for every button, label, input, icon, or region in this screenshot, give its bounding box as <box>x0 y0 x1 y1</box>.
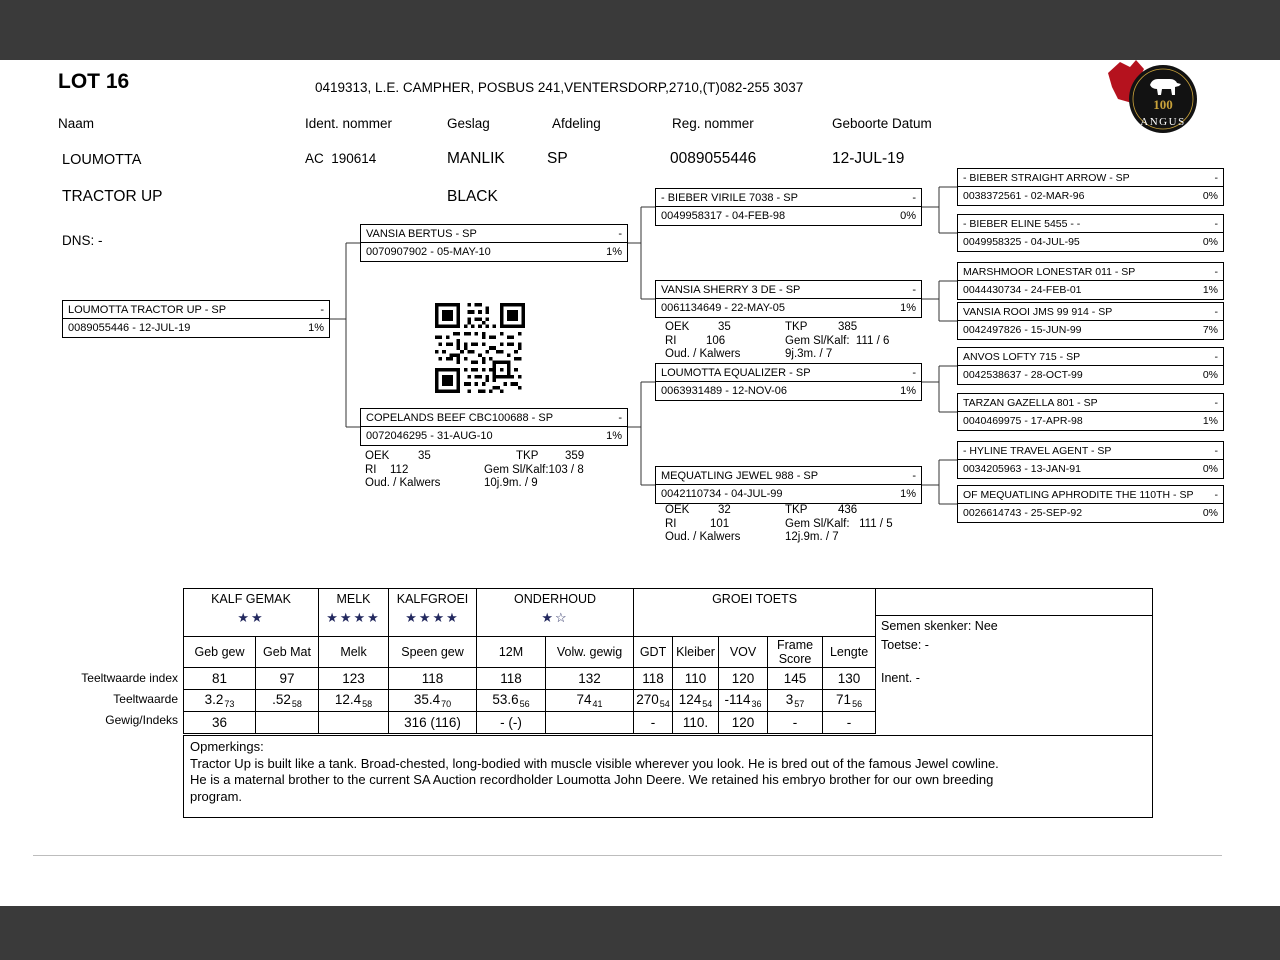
logo-100-text: 100 <box>1153 97 1173 112</box>
animal-reg: 0070907902 - 05-MAY-10 <box>366 246 491 258</box>
stat-label-oud: Oud. / Kalwers <box>665 348 741 360</box>
teeltwaarde-index-row <box>184 668 876 690</box>
accuracy: 57 <box>794 699 805 710</box>
inbreeding-pct: 1% <box>900 488 916 500</box>
ebv-cell: $35.4_{70}$ <box>389 690 477 712</box>
col-header: 12M <box>477 637 546 668</box>
group-groei-toets: GROEI TOETS <box>634 589 876 637</box>
ebv-cell: 110. <box>673 712 719 734</box>
animal-reg: 0034205963 - 13-JAN-91 <box>963 463 1081 475</box>
side-panel-divider <box>875 615 1152 616</box>
ebv-cell: 120 <box>719 712 768 734</box>
value-afdeling: SP <box>547 150 568 167</box>
value-naam-1: LOUMOTTA <box>62 152 142 168</box>
group-kalfgroei: KALFGROEI ★★★★ <box>389 589 477 637</box>
stat-label-oek: OEK <box>665 321 690 333</box>
stat-label-ri: RI <box>665 334 677 347</box>
flag: - <box>912 191 916 204</box>
stat-label-oek: OEK <box>365 450 390 462</box>
animal-name: LOUMOTTA EQUALIZER - SP <box>661 366 811 379</box>
ebv-cell: 97 <box>256 668 319 690</box>
flag: - <box>912 283 916 296</box>
label-naam: Naam <box>58 116 95 131</box>
value-ident-nommer: AC 190614 <box>305 151 377 166</box>
inbreeding-pct: 0% <box>1202 463 1218 475</box>
animal-reg: 0063931489 - 12-NOV-06 <box>661 385 787 397</box>
ebv-cell: 120 <box>719 668 768 690</box>
label-afdeling: Afdeling <box>552 116 601 131</box>
logo-angus-text: ANGUS <box>1140 116 1186 128</box>
inbreeding-pct: 0% <box>1202 236 1218 248</box>
ebv-cell: $74_{41}$ <box>546 690 634 712</box>
label-reg-nommer: Reg. nommer <box>672 116 754 131</box>
pedigree-box-dam <box>360 408 628 446</box>
accuracy: 70 <box>441 699 452 710</box>
group-kalf-gemak: KALF GEMAK ★★ <box>184 589 319 637</box>
animal-name: ANVOS LOFTY 715 - SP <box>963 350 1081 363</box>
label-geslag: Geslag <box>447 116 490 131</box>
value-geboorte-datum: 12-JUL-19 <box>832 150 905 167</box>
ebv-cell: - <box>634 712 673 734</box>
flag: - <box>1214 350 1218 363</box>
angus-logo <box>1106 57 1198 144</box>
pedigree-box-ggp-7 <box>957 441 1224 479</box>
animal-reg: 0089055446 - 12-JUL-19 <box>68 322 191 334</box>
col-header: Volw. gewig <box>546 637 634 668</box>
ebv-cell: 130 <box>823 668 876 690</box>
ebv-cell: 110 <box>673 668 719 690</box>
stat-label-oud: Oud. / Kalwers <box>365 477 441 489</box>
animal-name: VANSIA BERTUS - SP <box>366 227 477 240</box>
teeltwaarde-row <box>184 690 876 712</box>
inbreeding-pct: 1% <box>606 246 622 258</box>
col-header: Kleiber <box>673 637 719 668</box>
stat-value-ri: 101 <box>710 517 730 530</box>
col-header: VOV <box>719 637 768 668</box>
ebv-cell: - <box>768 712 823 734</box>
animal-name: LOUMOTTA TRACTOR UP - SP <box>68 303 227 316</box>
inbreeding-pct: 0% <box>900 210 916 222</box>
flag: - <box>1214 265 1218 278</box>
ebv-cell: $3.2_{73}$ <box>184 690 256 712</box>
inbreeding-pct: 1% <box>1202 415 1218 427</box>
animal-name: - HYLINE TRAVEL AGENT - SP <box>963 444 1112 457</box>
pedigree-box-ggp-6 <box>957 393 1224 431</box>
pedigree-box-ggp-2 <box>957 214 1224 252</box>
stat-value-tkp: 359 <box>565 450 585 462</box>
stat-value-oek: 35 <box>718 321 731 333</box>
ebv-cell: $270_{54}$ <box>634 690 673 712</box>
animal-reg: 0026614743 - 25-SEP-92 <box>963 507 1083 519</box>
animal-reg: 0049958317 - 04-FEB-98 <box>661 210 786 222</box>
animal-reg: 0040469975 - 17-APR-98 <box>963 415 1083 427</box>
ebv-cell: $-114_{36}$ <box>719 690 768 712</box>
star-rating: ★☆ <box>541 610 569 625</box>
inbreeding-pct: 0% <box>1202 190 1218 202</box>
flag: - <box>1214 488 1218 501</box>
flag: - <box>1214 305 1218 318</box>
ebv-cell: - <box>823 712 876 734</box>
ebv-cell: 118 <box>634 668 673 690</box>
pedigree-box-sire <box>360 224 628 262</box>
accuracy: 58 <box>362 699 373 710</box>
accuracy: 54 <box>702 699 713 710</box>
value-naam-2: TRACTOR UP <box>62 188 163 205</box>
accuracy: 56 <box>519 699 530 710</box>
ebv-cell: - (-) <box>477 712 546 734</box>
col-header: Geb Mat <box>256 637 319 668</box>
animal-name: - BIEBER ELINE 5455 - - <box>963 217 1081 230</box>
animal-reg: 0042497826 - 15-JUN-99 <box>963 324 1082 336</box>
stat-value-tkp: 436 <box>838 504 858 516</box>
flag: - <box>912 366 916 379</box>
lot-number: LOT 16 <box>58 70 130 93</box>
col-header: Lengte <box>823 637 876 668</box>
trait-group-row <box>184 589 876 637</box>
pedigree-box-ggp-4 <box>957 302 1224 340</box>
inbreeding-pct: 7% <box>1202 324 1218 336</box>
remarks-box <box>183 735 1153 818</box>
ebv-cell: 118 <box>477 668 546 690</box>
group-onderhoud: ONDERHOUD ★☆ <box>477 589 634 637</box>
animal-name: TARZAN GAZELLA 801 - SP <box>963 396 1098 409</box>
pedigree-box-dam-sire <box>655 363 922 401</box>
ebv-cell: 145 <box>768 668 823 690</box>
breeder-info: 0419313, L.E. CAMPHER, POSBUS 241,VENTERSDORP,2710,(T)082-255 3037 <box>315 80 804 95</box>
ebv-cell: $124_{54}$ <box>673 690 719 712</box>
pedigree-box-ggp-3 <box>957 262 1224 300</box>
pedigree-box-sire-sire <box>655 188 922 226</box>
semen-donor-status: Semen skenker: Nee <box>881 619 998 633</box>
ebv-cell <box>319 712 389 734</box>
accuracy: 58 <box>291 699 302 710</box>
animal-name: VANSIA ROOI JMS 99 914 - SP <box>963 305 1113 318</box>
animal-reg: 0044430734 - 24-FEB-01 <box>963 284 1082 296</box>
qr-code <box>435 303 525 398</box>
stat-label-tkp: TKP <box>516 450 539 462</box>
ebv-cell: $3_{57}$ <box>768 690 823 712</box>
inbreeding-pct: 1% <box>1202 284 1218 296</box>
ebv-cell: 123 <box>319 668 389 690</box>
col-header: Geb gew <box>184 637 256 668</box>
star-rating: ★★ <box>237 610 265 625</box>
flag: - <box>618 227 622 240</box>
animal-name: - BIEBER VIRILE 7038 - SP <box>661 191 798 204</box>
flag: - <box>912 469 916 482</box>
animal-name: VANSIA SHERRY 3 DE - SP <box>661 283 801 296</box>
flag: - <box>1214 444 1218 457</box>
column-header-row <box>184 637 876 668</box>
stat-gem-sl-kalf: Gem Sl/Kalf: 111 / 5 <box>785 517 893 530</box>
footer-divider <box>33 855 1222 856</box>
pedigree-box-ggp-8 <box>957 485 1224 523</box>
animal-reg: 0042110734 - 04-JUL-99 <box>661 488 783 500</box>
group-melk: MELK ★★★★ <box>319 589 389 637</box>
animal-reg: 0049958325 - 04-JUL-95 <box>963 236 1080 248</box>
animal-name: OF MEQUATLING APHRODITE THE 110TH - SP <box>963 488 1194 501</box>
animal-reg: 0072046295 - 31-AUG-10 <box>366 430 493 442</box>
ebv-section <box>183 588 1153 818</box>
pedigree-box-dam-dam <box>655 466 922 504</box>
stat-value-oud: 12j.9m. / 7 <box>785 531 839 543</box>
flag: - <box>1214 171 1218 184</box>
stat-label-tkp: TKP <box>785 321 808 333</box>
stat-gem-sl-kalf: Gem Sl/Kalf:103 / 8 <box>484 463 584 476</box>
animal-name: COPELANDS BEEF CBC100688 - SP <box>366 411 554 424</box>
accuracy: 73 <box>224 699 235 710</box>
stat-value-oud: 10j.9m. / 9 <box>484 477 538 489</box>
label-ident-nommer: Ident. nommer <box>305 116 393 131</box>
stat-label-ri: RI <box>665 517 677 530</box>
inbreeding-pct: 0% <box>1202 507 1218 519</box>
star-rating: ★★★★ <box>405 610 460 625</box>
col-header: Frame Score <box>768 637 823 668</box>
pedigree-box-sire-dam <box>655 280 922 318</box>
row-label-teeltwaarde-index: Teeltwaarde index <box>81 671 178 685</box>
ebv-cell: 81 <box>184 668 256 690</box>
ebv-table <box>183 588 876 734</box>
ebv-cell: 118 <box>389 668 477 690</box>
side-info-panel <box>875 588 1153 736</box>
inbreeding-pct: 0% <box>1202 369 1218 381</box>
col-header: Speen gew <box>389 637 477 668</box>
row-label-gewig-indeks: Gewig/Indeks <box>105 713 178 727</box>
animal-name: MARSHMOOR LONESTAR 011 - SP <box>963 265 1136 278</box>
ebv-cell: $53.6_{56}$ <box>477 690 546 712</box>
flag: - <box>1214 217 1218 230</box>
top-dark-bar <box>0 0 1280 60</box>
stat-gem-sl-kalf: Gem Sl/Kalf: 111 / 6 <box>785 334 890 347</box>
ebv-cell: 132 <box>546 668 634 690</box>
value-geslag: MANLIK <box>447 150 505 167</box>
flag: - <box>320 303 324 316</box>
flag: - <box>1214 396 1218 409</box>
stat-value-oud: 9j.3m. / 7 <box>785 348 833 360</box>
stat-value-tkp: 385 <box>838 321 858 333</box>
stat-label-tkp: TKP <box>785 504 808 516</box>
accuracy: 36 <box>751 699 762 710</box>
ebv-cell: $.52_{58}$ <box>256 690 319 712</box>
col-header: GDT <box>634 637 673 668</box>
accuracy: 41 <box>592 699 603 710</box>
inbreeding-pct: 1% <box>606 430 622 442</box>
animal-reg: 0061134649 - 22-MAY-05 <box>661 302 785 314</box>
pedigree-box-ggp-5 <box>957 347 1224 385</box>
flag: - <box>618 411 622 424</box>
remarks-title: Opmerkings: <box>190 739 264 754</box>
ebv-cell: 316 (116) <box>389 712 477 734</box>
inbreeding-pct: 1% <box>900 385 916 397</box>
inbreeding-pct: 1% <box>900 302 916 314</box>
col-header: Melk <box>319 637 389 668</box>
accuracy: 54 <box>659 699 670 710</box>
remarks-text: Tractor Up is built like a tank. Broad-chested, long-bodied with muscle visible wherever you look. He is bred out of the famous Jewel cowline. He is a maternal brother to the current SA Auction recordholder Loumotta John Deere. We retained his embryo brother for our own breeding program. <box>190 755 999 804</box>
stat-label-oud: Oud. / Kalwers <box>665 531 741 543</box>
value-kleur: BLACK <box>447 188 498 205</box>
star-rating: ★★★★ <box>326 610 381 625</box>
value-reg-nommer: 0089055446 <box>670 150 757 167</box>
ebv-cell: $71_{56}$ <box>823 690 876 712</box>
inbreeding-pct: 1% <box>308 322 324 334</box>
stat-value-ri: 112 <box>390 463 409 476</box>
row-label-teeltwaarde: Teeltwaarde <box>113 692 178 706</box>
accuracy: 56 <box>852 699 863 710</box>
inent-status: Inent. - <box>881 671 920 685</box>
animal-name: MEQUATLING JEWEL 988 - SP <box>661 469 819 482</box>
toetse-status: Toetse: - <box>881 638 929 652</box>
stat-label-oek: OEK <box>665 504 690 516</box>
animal-name: - BIEBER STRAIGHT ARROW - SP <box>963 171 1130 184</box>
dns-status: DNS: - <box>62 233 103 248</box>
label-geboorte-datum: Geboorte Datum <box>832 116 932 131</box>
ebv-cell: $12.4_{58}$ <box>319 690 389 712</box>
pedigree-box-ggp-1 <box>957 168 1224 206</box>
pedigree-box-subject <box>62 300 330 338</box>
stat-label-ri: RI <box>365 463 377 476</box>
animal-reg: 0038372561 - 02-MAR-96 <box>963 190 1085 202</box>
ebv-cell <box>546 712 634 734</box>
ebv-cell: 36 <box>184 712 256 734</box>
gewig-indeks-row <box>184 712 876 734</box>
bottom-dark-bar <box>0 906 1280 960</box>
stat-value-ri: 106 <box>706 334 726 347</box>
ebv-cell <box>256 712 319 734</box>
star-rating <box>634 606 875 610</box>
stat-value-oek: 32 <box>718 504 731 516</box>
animal-reg: 0042538637 - 28-OCT-99 <box>963 369 1083 381</box>
stat-value-oek: 35 <box>418 450 431 462</box>
